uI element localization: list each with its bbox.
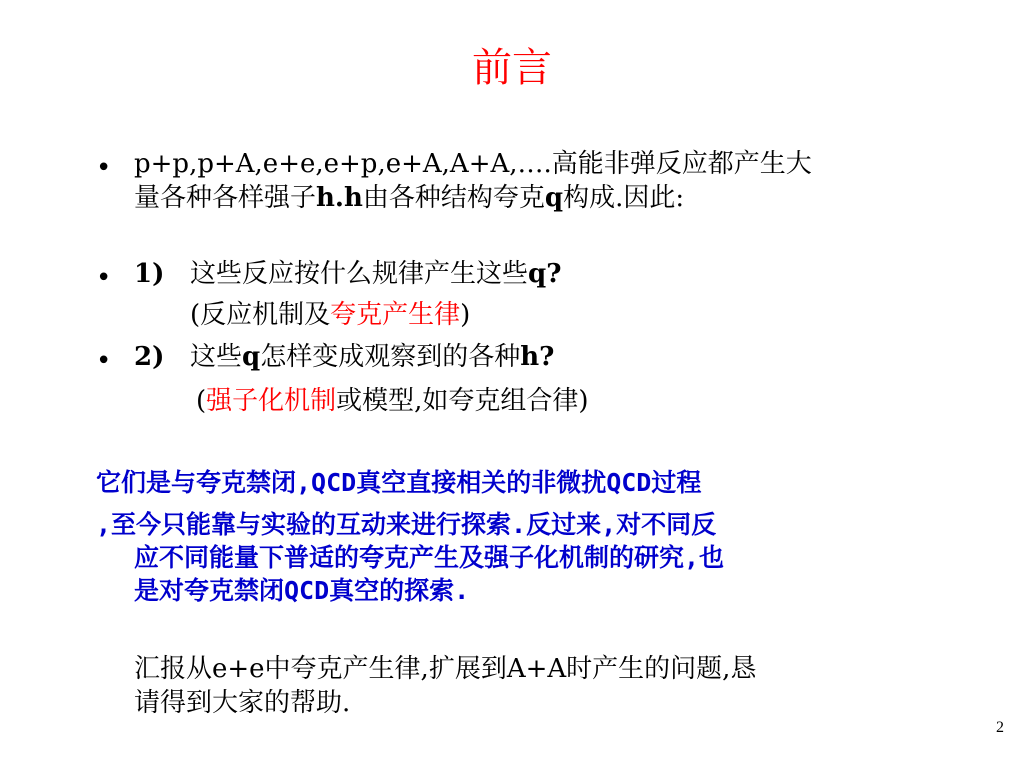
bullet-1-line-1: p+p,p+A,e+e,e+p,e+A,A+A,….高能非弹反应都产生大 <box>134 149 812 179</box>
bullet-3-subtext <box>196 384 589 418</box>
bullet-2-sub-close: ) <box>460 300 471 330</box>
bullet-3-text-c: 怎样变成观察到的各种 <box>260 342 521 372</box>
bullet-3-text <box>190 340 554 374</box>
bullet-3-number: 2) <box>134 342 165 372</box>
bullet-marker-3: • <box>96 346 112 376</box>
bullet-2-subtext <box>190 298 470 332</box>
closing-line-1: 汇报从e+e中夸克产生律,扩展到A+A时产生的问题,恳 <box>134 654 757 684</box>
bullet-1-line-2 <box>134 181 684 215</box>
bullet-1-text-e: 构成.因此: <box>563 183 685 213</box>
bullet-2-text-b: q? <box>528 259 562 289</box>
bullet-3-text-b: q <box>242 342 261 372</box>
closing-line-2: 请得到大家的帮助. <box>134 688 351 718</box>
bullet-3-sub-open: ( <box>196 386 207 416</box>
bullet-1-text-b: h.h <box>316 183 363 213</box>
bullet-3-sub-rest: 或模型,如夸克组合律) <box>336 386 589 416</box>
bullet-1-text-a: 量各种各样强子 <box>134 183 317 213</box>
slide-title: 前言 <box>472 45 552 91</box>
bullet-3-text-d: h? <box>520 342 555 372</box>
page-number: 2 <box>996 719 1004 736</box>
blue-paragraph-line-4: 是对夸克禁闭QCD真空的探索. <box>134 576 470 605</box>
bullet-2-number: 1) <box>134 259 165 289</box>
bullet-2-sub-red: 夸克产生律 <box>330 300 461 330</box>
bullet-1-text-d: q <box>544 183 564 213</box>
blue-paragraph-line-3: 应不同能量下普适的夸克产生及强子化机制的研究,也 <box>134 543 725 572</box>
bullet-2-text-a: 这些反应按什么规律产生这些 <box>190 259 529 289</box>
bullet-3-text-a: 这些 <box>190 342 243 372</box>
bullet-marker-1: • <box>96 153 112 183</box>
bullet-1-text-c: 由各种结构夸克 <box>362 183 545 213</box>
bullet-2-text <box>190 257 561 291</box>
blue-paragraph-line-2: ,至今只能靠与实验的互动来进行探索.反过来,对不同反 <box>96 510 717 539</box>
bullet-2-sub-open: (反应机制及 <box>190 300 331 330</box>
bullet-3-sub-red: 强子化机制 <box>206 386 337 416</box>
blue-paragraph-line-1: 它们是与夸克禁闭,QCD真空直接相关的非微扰QCD过程 <box>96 468 702 497</box>
bullet-marker-2: • <box>96 263 112 293</box>
